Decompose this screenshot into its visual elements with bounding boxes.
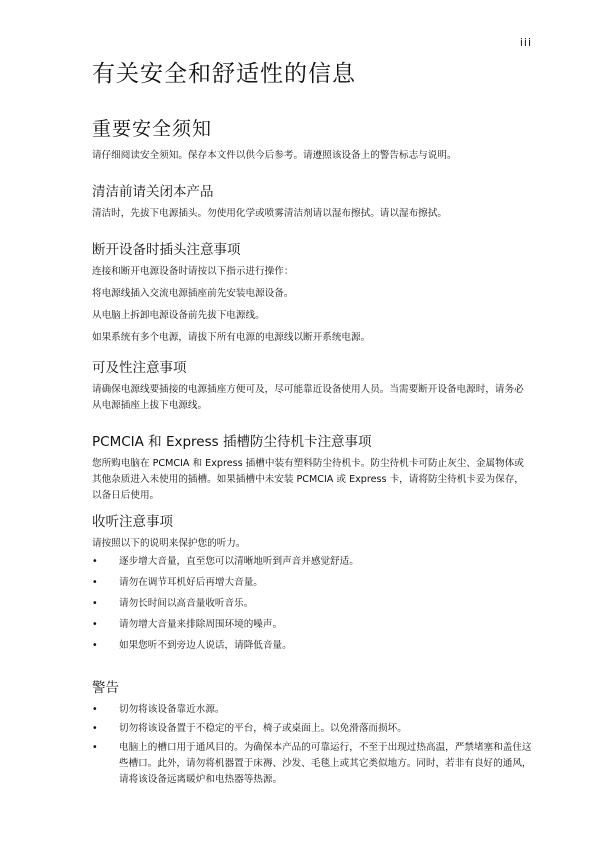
unplug-line: 如果系统有多个电源，请拔下所有电源的电源线以断开系统电源。 bbox=[92, 332, 371, 343]
bullet-icon: • bbox=[92, 556, 98, 567]
bullet-icon: • bbox=[92, 577, 98, 588]
section-title: 重要安全须知 bbox=[92, 118, 213, 140]
unplug-line: 从电脑上拆卸电源设备前先拔下电源线。 bbox=[92, 310, 265, 321]
warning-list bbox=[92, 702, 532, 788]
listening-text: 请按照以下的说明来保护您的听力。 bbox=[92, 538, 246, 549]
accessibility-section bbox=[92, 358, 532, 414]
page-title: 有关安全和舒适性的信息 bbox=[92, 61, 356, 87]
bullet-icon: • bbox=[92, 598, 98, 609]
warning-heading: 警告 bbox=[92, 680, 119, 696]
accessibility-heading: 可及性注意事项 bbox=[92, 360, 187, 376]
cleaning-section bbox=[92, 182, 532, 222]
warning-section bbox=[92, 678, 532, 788]
bullet-icon: • bbox=[92, 723, 98, 734]
list-item: • 切勿将该设备置于不稳定的平台，椅子或桌面上。以免滑落而损坏。 bbox=[92, 721, 532, 737]
unplug-line: 将电源线插入交流电源插座前先安装电源设备。 bbox=[92, 288, 294, 299]
list-item: • 电脑上的槽口用于通风目的。为确保本产品的可靠运行，不至于出现过热高温，严禁堵塞和盖住这些槽口。此外，请勿将机器置于床褥、沙发、毛毯上或其它类似地方。同时，若非有良好的通风，请将该设备远离暖炉和电热器等热源。 bbox=[92, 742, 532, 785]
list-item: • 请勿长时间以高音量收听音乐。 bbox=[92, 596, 532, 612]
pcmcia-text: 您所购电脑在 PCMCIA 和 Express 插槽中装有塑料防尘待机卡。防尘待机卡可防止灰尘、金属物体或其他杂质进入未使用的插槽。如果插槽中未安装 PCMCIA 或 Express 卡，请将防尘待机卡妥为保存，以备日后使用。 bbox=[92, 458, 524, 501]
list-item: • 逐步增大音量，直至您可以清晰地听到声音并感觉舒适。 bbox=[92, 554, 532, 570]
accessibility-text: 请确保电源线要插接的电源插座方便可及，尽可能靠近设备使用人员。当需要断开设备电源时，请务必从电源插座上拔下电源线。 bbox=[92, 384, 524, 411]
listening-section bbox=[92, 512, 532, 654]
list-item: • 请勿增大音量来排除周围环境的噪声。 bbox=[92, 617, 532, 633]
list-item: • 请勿在调节耳机好后再增大音量。 bbox=[92, 575, 532, 591]
bullet-icon: • bbox=[92, 742, 98, 753]
page-number: iii bbox=[519, 36, 532, 49]
listening-list bbox=[92, 554, 532, 654]
list-item: • 切勿将该设备靠近水源。 bbox=[92, 702, 532, 718]
intro-text: 请仔细阅读安全须知。保存本文件以供今后参考。请遵照该设备上的警告标志与说明。 bbox=[92, 150, 457, 161]
unplug-heading: 断开设备时插头注意事项 bbox=[92, 242, 241, 258]
bullet-icon: • bbox=[92, 704, 98, 715]
cleaning-heading: 清洁前请关闭本产品 bbox=[92, 184, 214, 200]
bullet-icon: • bbox=[92, 640, 98, 651]
listening-heading: 收听注意事项 bbox=[92, 514, 173, 530]
document-body bbox=[92, 58, 532, 806]
unplug-line: 连接和断开电源设备时请按以下指示进行操作： bbox=[92, 266, 294, 277]
cleaning-text: 清洁时，先拔下电源插头。勿使用化学或喷雾清洁剂请以湿布擦拭。请以湿布擦拭。 bbox=[92, 208, 447, 219]
list-item: • 如果您听不到旁边人说话，请降低音量。 bbox=[92, 638, 532, 654]
unplug-section bbox=[92, 240, 532, 346]
bullet-icon: • bbox=[92, 619, 98, 630]
pcmcia-section bbox=[92, 432, 532, 504]
intro-section bbox=[92, 148, 532, 164]
pcmcia-heading: PCMCIA 和 Express 插槽防尘待机卡注意事项 bbox=[92, 434, 372, 450]
